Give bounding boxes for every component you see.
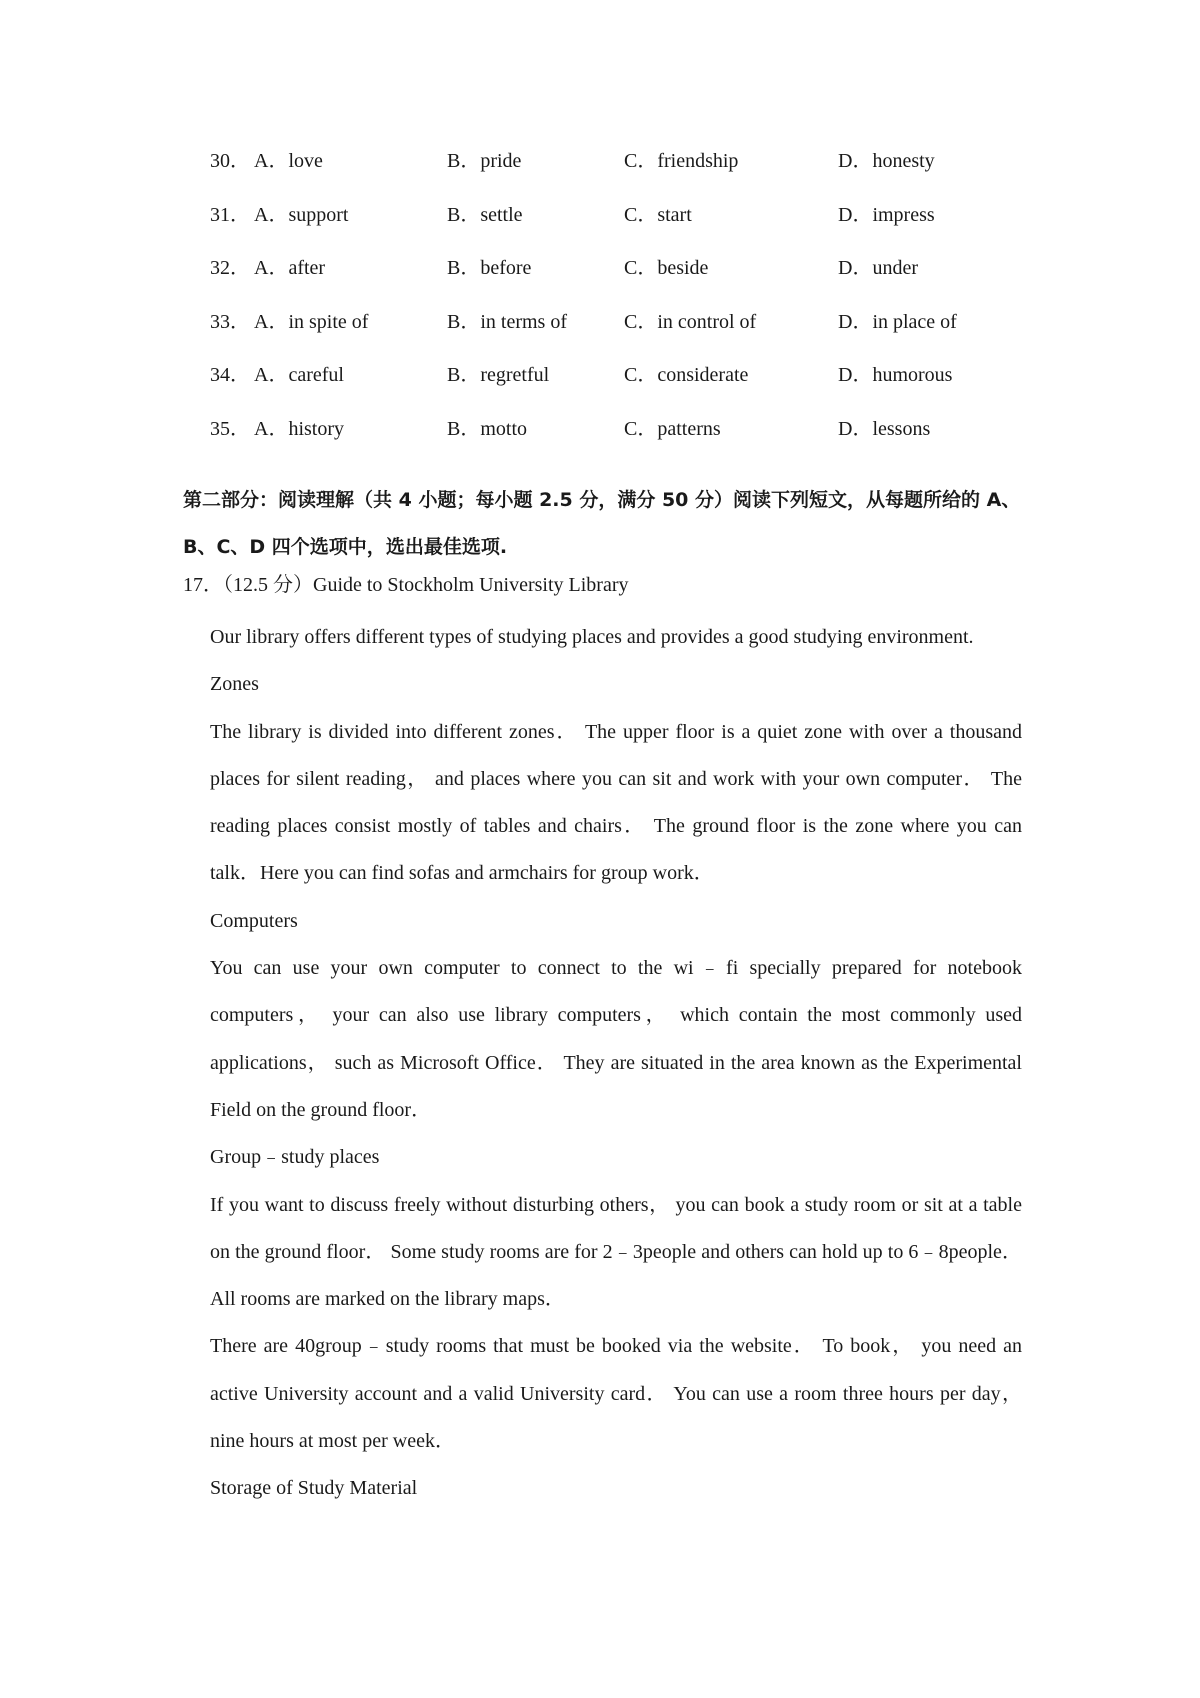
paragraph-zones: The library is divided into different zones． The upper floor is a quiet zone with over a thousand places for silent reading， and places where you can sit and work with your own computer． The reading places consist mostly of tables and chairs． The ground floor is the zone where you can talk．Here you can find sofas and armchairs for group work． xyxy=(210,720,1022,885)
subheading-computers: Computers xyxy=(210,909,298,932)
question-number: 34． xyxy=(210,364,250,386)
option-row-31 xyxy=(210,202,1030,256)
paragraph-computers: You can use your own computer to connect to the wi﹣fi specially prepared for notebook computers， your can also use library computers， which contain the most commonly used applications， such as Microsoft Office． They are situated in the area known as the Experimental Field on the ground floor． xyxy=(210,957,1022,1121)
question-number: 33． xyxy=(210,310,250,333)
option-d: D．in place of xyxy=(838,310,957,333)
option-a: A．support xyxy=(254,203,349,226)
subheading-group-study: Group﹣study places xyxy=(210,1146,380,1169)
option-row-34 xyxy=(210,362,1030,416)
option-a: A．love xyxy=(254,150,323,172)
section-heading: 第二部分：阅读理解（共 4 小题；每小题 2.5 分，满分 50 分）阅读下列短文，从每题所给的 A、B、C、D 四个选项中，选出最佳选项. xyxy=(183,489,1021,558)
option-d: D．impress xyxy=(838,203,935,226)
option-a: A．in spite of xyxy=(254,310,369,333)
option-a: A．careful xyxy=(254,364,344,386)
option-d: D．lessons xyxy=(838,417,931,440)
option-b: B．settle xyxy=(447,203,523,226)
question-number: 32． xyxy=(210,257,250,279)
option-d: D．under xyxy=(838,257,918,279)
paragraph-booking: There are 40group﹣study rooms that must be booked via the website． To book， you need an active University account and a valid University card． You can use a room three hours per day， nine hours at most per week． xyxy=(210,1335,1022,1453)
paragraph-group-study: If you want to discuss freely without disturbing others， you can book a study room or sit at a table on the ground floor． Some study rooms are for 2﹣3people and others can hold up to 6﹣8people． All rooms are marked on the library maps． xyxy=(210,1193,1022,1311)
option-c: C．beside xyxy=(624,257,709,279)
option-b: B．regretful xyxy=(447,364,550,386)
subheading-storage: Storage of Study Material xyxy=(210,1477,418,1500)
question-number: 31． xyxy=(210,203,250,226)
option-row-33 xyxy=(210,309,1030,363)
question-title: 17．（12.5 分）Guide to Stockholm University Library xyxy=(183,574,629,596)
subheading-zones: Zones xyxy=(210,673,259,696)
answer-options xyxy=(210,148,1030,469)
option-d: D．humorous xyxy=(838,364,953,386)
option-c: C．friendship xyxy=(624,150,739,172)
option-a: A．history xyxy=(254,417,344,440)
option-c: C．patterns xyxy=(624,417,721,440)
question-number: 30． xyxy=(210,150,250,172)
option-c: C．considerate xyxy=(624,364,749,386)
reading-passage xyxy=(210,614,1022,1513)
question-number: 35． xyxy=(210,417,250,440)
option-b: B．pride xyxy=(447,150,522,172)
option-b: B．motto xyxy=(447,417,528,440)
option-c: C．in control of xyxy=(624,310,757,333)
paragraph-intro: Our library offers different types of studying places and provides a good studying environment. xyxy=(210,626,974,648)
option-c: C．start xyxy=(624,203,692,226)
option-row-32 xyxy=(210,255,1030,309)
option-row-35 xyxy=(210,416,1030,470)
option-b: B．in terms of xyxy=(447,310,567,333)
option-a: A．after xyxy=(254,257,326,279)
option-d: D．honesty xyxy=(838,150,935,172)
option-b: B．before xyxy=(447,257,532,279)
option-row-30 xyxy=(210,148,1030,202)
